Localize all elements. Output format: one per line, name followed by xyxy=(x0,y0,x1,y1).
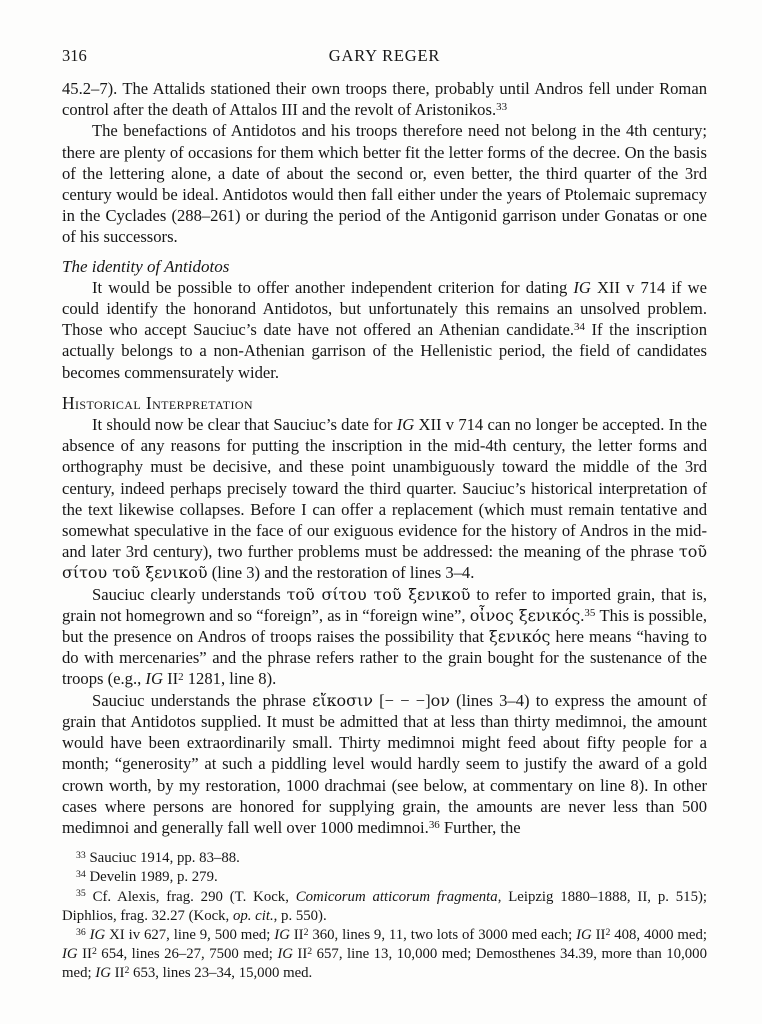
page-header xyxy=(62,46,707,66)
footnote-36: $^{36}$ IG XI iv 627, line 9, 500 med; IG $II^2$ 360, lines 9, 11, two lots of 3000 med each; IG $II^2$ 408, 4000 med; IG $II^2$ 654, lines 26–27, 7500 med; IG $II^2$ 657, line 13, 10,000 med; Demosthenes 34.39, more than 10,000 med; IG $II^2$ 653, lines 23–34, 15,000 med. xyxy=(62,926,707,982)
footnote-33: $^{33}$ Sauciuc 1914, pp. 83–88. xyxy=(76,849,240,867)
paragraph-foreign-grain: Sauciuc clearly understands τοῦ σίτου τοῦ ξενικοῦ to refer to imported grain, that is, grain not homegrown and so “foreign”, as in “foreign wine”, οἶνος ξενικός.$^{35}$ This is possible, but the presence on Andros of troops raises the possibility that ξενικός here means “having to do with mercenaries” and the phrase refers rather to the grain bought for the sustenance of the troops (e.g., IG $II^2$ 1281, line 8). xyxy=(62,584,708,689)
footnotes-section xyxy=(62,849,707,983)
running-head-author: GARY REGER xyxy=(328,46,441,65)
section-heading-identity-of-antidotos: The identity of Antidotos xyxy=(62,256,230,276)
paragraph-attalids-continuation: 45.2–7). The Attalids stationed their own troops there, probably until Andros fell under Roman control after the death of Attalos III and the revolt of Aristonikos.$^{33}$ xyxy=(62,79,707,120)
page-number: 316 xyxy=(62,46,87,65)
paragraph-grain-amount: Sauciuc understands the phrase εἴκοσιν [− − −]ον (lines 3–4) to express the amount of grain that Antidotos supplied. It must be admitted that at less than thirty medimnoi, the amount would have been extraordinarily small. Thirty medimnoi might feed about fifty people for a month; “generosity” at such a piddling level would hardly seem to justify the award of a gold crown worth, by my restoration, 1000 drachmai (see below, at commentary on line 8). In other cases where persons are honored for supplying grain, the amounts are never less than 500 medimnoi and generally fall well over 1000 medimnoi.$^{36}$ Further, the xyxy=(62,690,707,837)
footnote-34: $^{34}$ Develin 1989, p. 279. xyxy=(76,868,218,886)
footnote-35: $^{35}$ Cf. Alexis, frag. 290 (T. Kock, Comicorum atticorum fragmenta, Leipzig 1880–1888, II, p. 515); Diphlios, frag. 32.27 (Kock, op. cit., p. 550). xyxy=(62,888,708,924)
paragraph-independent-criterion: It would be possible to offer another independent criterion for dating IG XII v 714 if we could identify the honorand Antidotos, but unfortunately this remains an unsolved problem. Those who accept Sauciuc’s date have not offered an Athenian candidate.$^{34}$ If the inscription actually belongs to a non-Athenian garrison of the Hellenistic period, the field of candidates becomes commensurately wider. xyxy=(62,277,707,382)
paragraph-sauciuc-date-rejected: It should now be clear that Sauciuc’s date for IG XII v 714 can no longer be accepted. In the absence of any reasons for putting the inscription in the mid-4th century, the letter forms and orthography must be decisive, and these point unambiguously toward the middle of the 3rd century, indeed perhaps precisely toward the third quarter. Sauciuc’s historical interpretation of the text likewise collapses. Before I can offer a replacement (which must remain tentative and somewhat speculative in the face of our exiguous evidence for the history of Andros in the mid- and later 3rd century), two further problems must be addressed: the meaning of the phrase τοῦ σίτου τοῦ ξενικοῦ (line 3) and the restoration of lines 3–4. xyxy=(62,415,707,583)
section-heading-historical-interpretation: Historical Interpretation xyxy=(62,392,253,413)
article-body xyxy=(62,78,707,838)
paragraph-benefactions: The benefactions of Antidotos and his troops therefore need not belong in the 4th century; there are plenty of occasions for them which better fit the letter forms of the decree. On the basis of the lettering alone, a date of about the second or, even better, the third quarter of the 3rd century would be ideal. Antidotos would then fall either under the years of Ptolemaic supremacy in the Cyclades (288–261) or during the period of the Antigonid garrison under Gonatas or one of his successors. xyxy=(62,121,707,247)
